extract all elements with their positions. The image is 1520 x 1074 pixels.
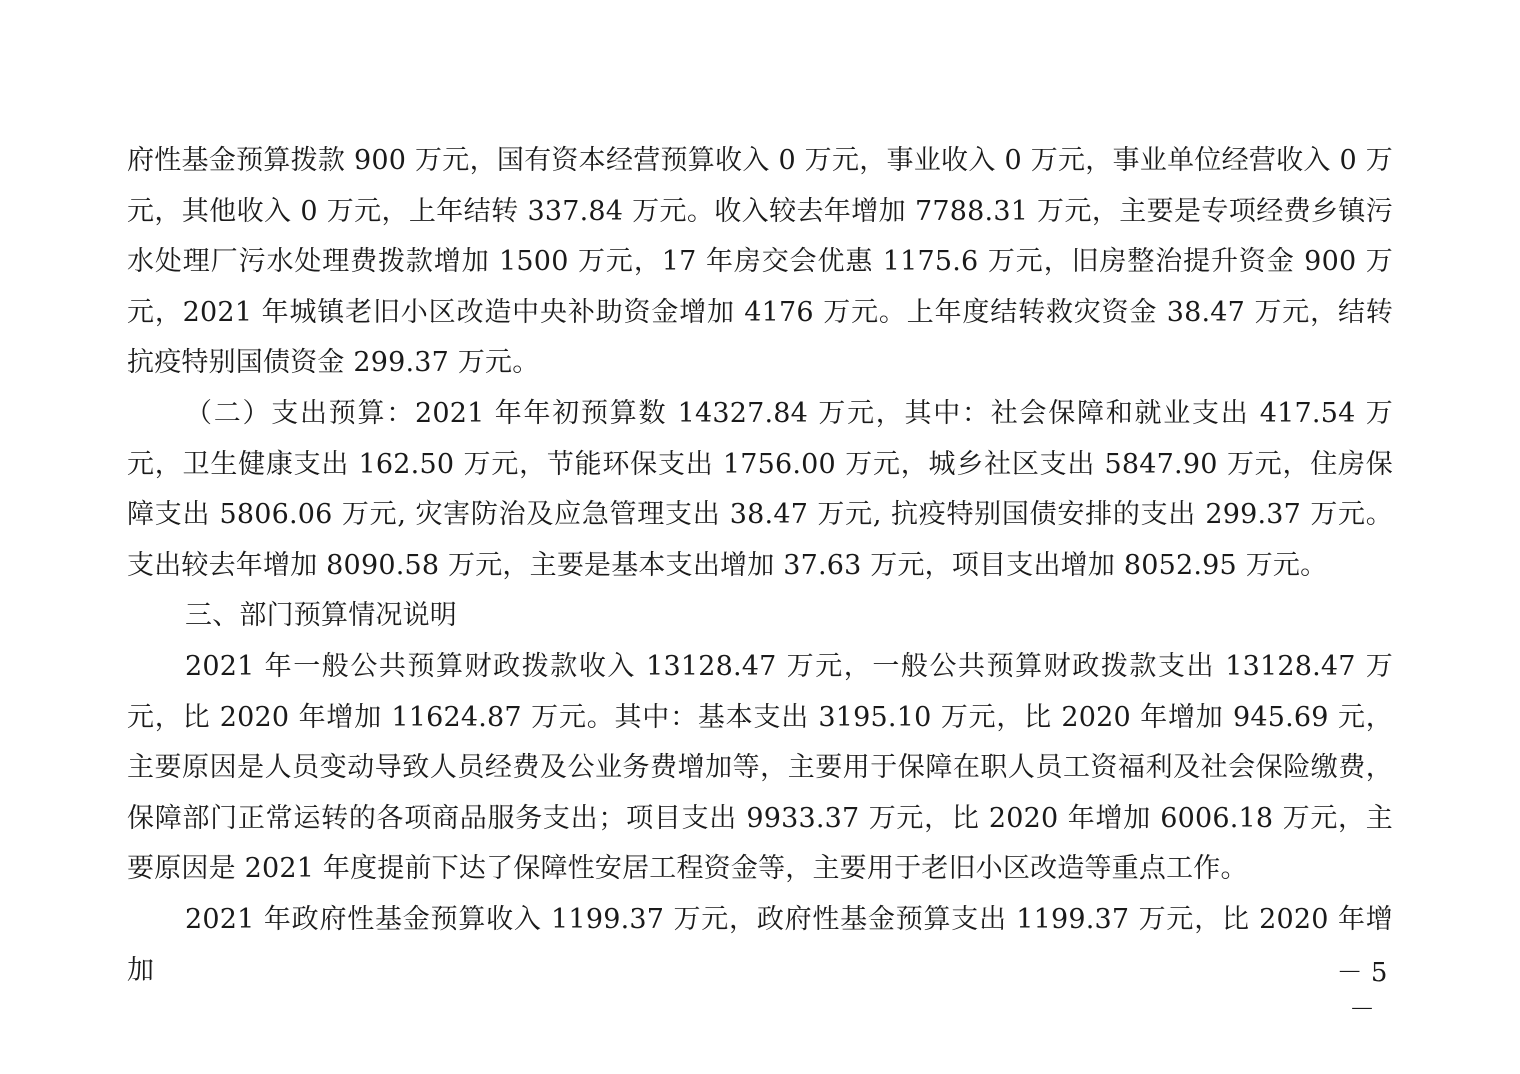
body-text <box>127 136 1393 996</box>
paragraph-income-continued: 府性基金预算拨款 900 万元，国有资本经营预算收入 0 万元，事业收入 0 万元，事业单位经营收入 0 万元，其他收入 0 万元，上年结转 337.84 万元。收入较去年增加 7788.31 万元，主要是专项经费乡镇污水处理厂污水处理费拨款增加 1500 万元，17 年房交会优惠 1175.6 万元，旧房整治提升资金 900 万元，2021 年城镇老旧小区改造中央补助资金增加 4176 万元。上年度结转救灾资金 38.47 万元，结转抗疫特别国债资金 299.37 万元。 <box>127 145 1393 379</box>
page-number: － 5 － <box>1336 958 1388 1025</box>
section-heading-department-budget: 三、部门预算情况说明 <box>185 600 457 632</box>
paragraph-general-public-budget: 2021 年一般公共预算财政拨款收入 13128.47 万元，一般公共预算财政拨款支出 13128.47 万元，比 2020 年增加 11624.87 万元。其中：基本支出 3195.10 万元，比 2020 年增加 945.69 元，主要原因是人员变动导致人员经费及公业务费增加等，主要用于保障在职人员工资福利及社会保险缴费，保障部门正常运转的各项商品服务支出；项目支出 9933.37 万元，比 2020 年增加 6006.18 万元，主要原因是 2021 年度提前下达了保障性安居工程资金等，主要用于老旧小区改造等重点工作。 <box>127 650 1393 885</box>
paragraph-expenditure-budget: （二）支出预算：2021 年年初预算数 14327.84 万元，其中：社会保障和就业支出 417.54 万元，卫生健康支出 162.50 万元，节能环保支出 1756.00 万元，城乡社区支出 5847.90 万元，住房保障支出 5806.06 万元, 灾害防治及应急管理支出 38.47 万元, 抗疫特别国债安排的支出 299.37 万元。支出较去年增加 8090.58 万元，主要是基本支出增加 37.63 万元，项目支出增加 8052.95 万元。 <box>127 397 1393 581</box>
paragraph-government-fund-budget: 2021 年政府性基金预算收入 1199.37 万元，政府性基金预算支出 1199.37 万元，比 2020 年增加 <box>127 903 1393 986</box>
